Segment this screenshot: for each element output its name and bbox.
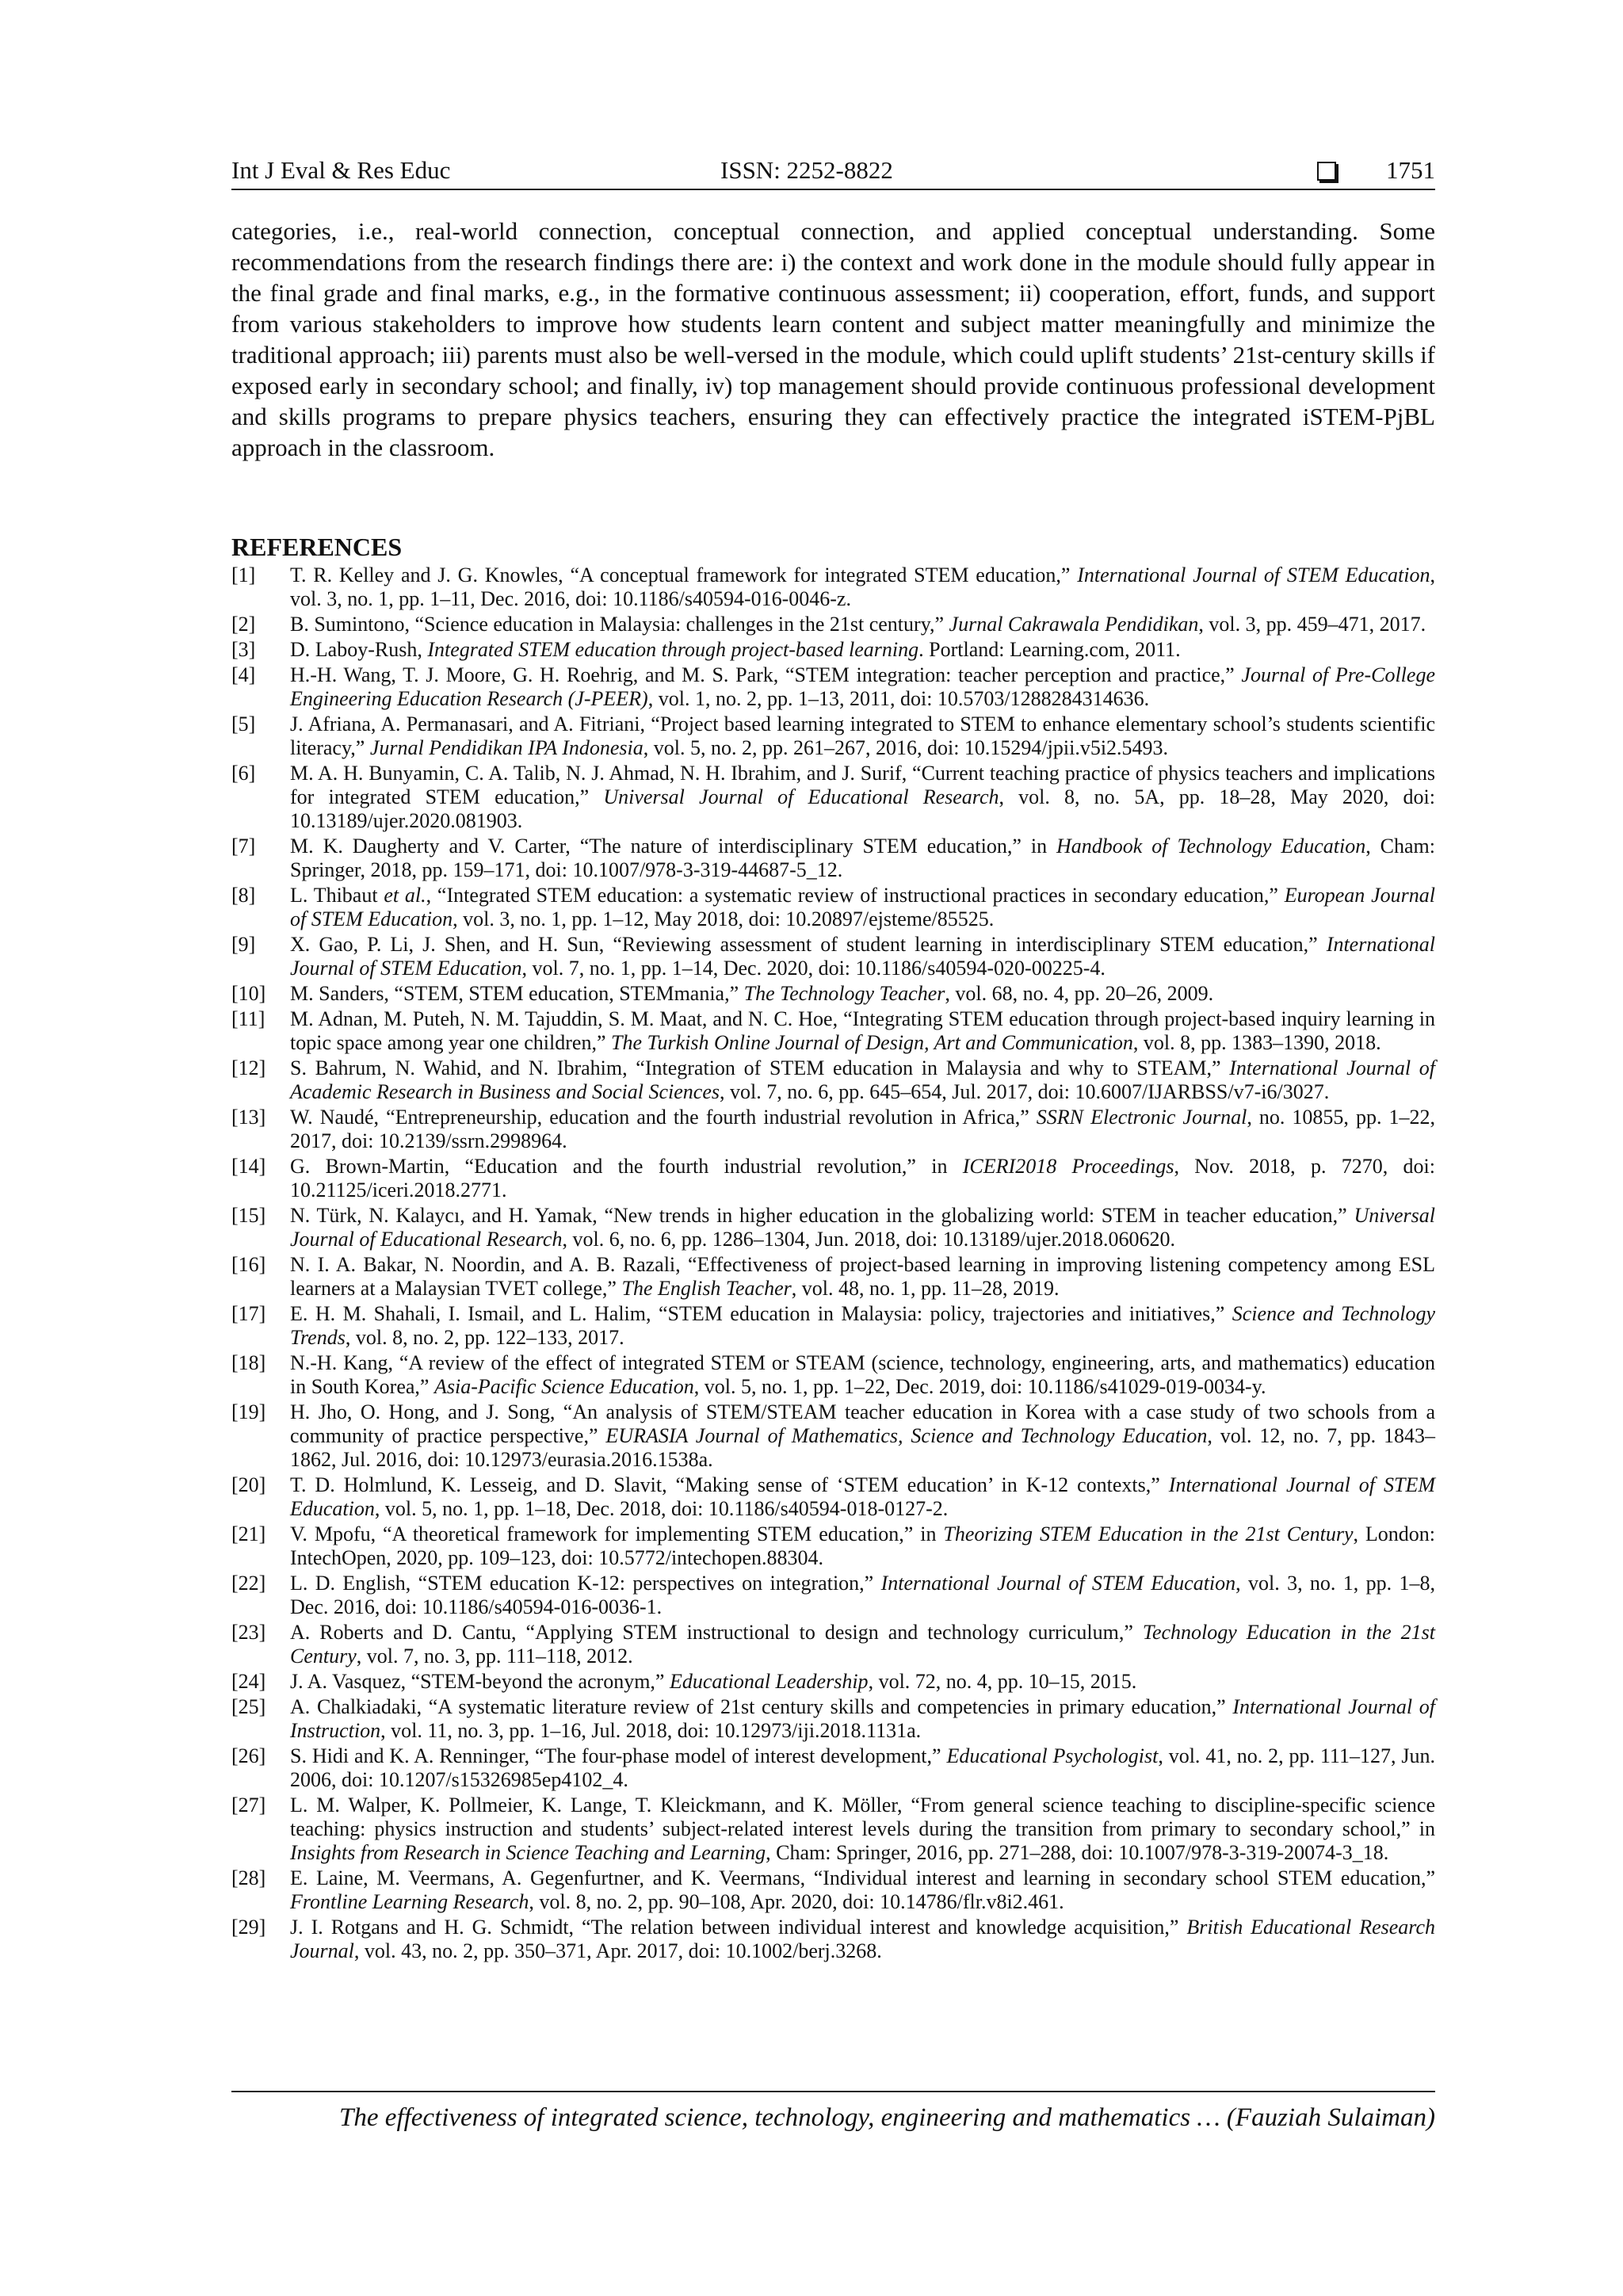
reference-details: , vol. 8, no. 2, pp. 122–133, 2017. <box>345 1326 624 1349</box>
reference-source: The English Teacher <box>621 1277 792 1300</box>
reference-details: , vol. 6, no. 6, pp. 1286–1304, Jun. 2018, doi: 10.13189/ujer.2018.060620. <box>562 1228 1175 1251</box>
reference-text: J. A. Vasquez, “STEM-beyond the acronym,” <box>290 1670 670 1693</box>
reference-text: B. Sumintono, “Science education in Malaysia: challenges in the 21st century,” <box>290 613 949 636</box>
reference-item <box>231 1794 1435 1865</box>
reference-source: Universal Journal of Educational Research <box>603 785 999 808</box>
reference-text: M. A. H. Bunyamin, C. A. Talib, N. J. Ahmad, N. H. Ibrahim, and J. Surif, “Current teaching practice of physics teachers and implications for integrated STEM education,” <box>290 762 1435 808</box>
reference-details: . Portland: Learning.com, 2011. <box>918 638 1181 661</box>
reference-text: N. Türk, N. Kalaycı, and H. Yamak, “New trends in higher education in the globalizing world: STEM in teacher education,” <box>290 1204 1354 1227</box>
reference-text: M. Adnan, M. Puteh, N. M. Tajuddin, S. M. Maat, and N. C. Hoe, “Integrating STEM education through project-based inquiry learning in topic space among year one children,” <box>290 1007 1435 1054</box>
reference-details: , vol. 3, no. 1, pp. 1–11, Dec. 2016, doi: 10.1186/s40594-016-0046-z. <box>290 563 1436 610</box>
reference-details: , vol. 72, no. 4, pp. 10–15, 2015. <box>868 1670 1137 1693</box>
reference-number: [15] <box>231 1204 266 1227</box>
reference-source: International Journal of STEM Education <box>1077 563 1430 586</box>
reference-details: , vol. 7, no. 3, pp. 111–118, 2012. <box>356 1645 633 1668</box>
reference-details: , vol. 41, no. 2, pp. 111–127, Jun. 2006, doi: 10.1207/s15326985ep4102_4. <box>290 1744 1435 1791</box>
reference-number: [11] <box>231 1007 265 1030</box>
reference-source: International Journal of Instruction <box>290 1695 1435 1742</box>
reference-number: [20] <box>231 1473 266 1496</box>
reference-details: , vol. 5, no. 1, pp. 1–18, Dec. 2018, doi: 10.1186/s40594-018-0127-2. <box>374 1497 949 1520</box>
reference-item <box>231 1473 1435 1521</box>
reference-details: , “Integrated STEM education: a systematic review of instructional practices in secondary education,” <box>426 884 1285 907</box>
reference-text: A. Roberts and D. Cantu, “Applying STEM instructional to design and technology curriculum,” <box>290 1621 1143 1644</box>
reference-text: L. D. English, “STEM education K-12: perspectives on integration,” <box>290 1572 881 1595</box>
reference-item <box>231 1695 1435 1743</box>
reference-item <box>231 1204 1435 1251</box>
reference-item <box>231 1106 1435 1153</box>
reference-number: [21] <box>231 1522 266 1545</box>
reference-details: , Cham: Springer, 2018, pp. 159–171, doi: 10.1007/978-3-319-44687-5_12. <box>290 835 1435 881</box>
reference-number: [10] <box>231 982 266 1005</box>
reference-item <box>231 1253 1435 1301</box>
reference-details: , vol. 11, no. 3, pp. 1–16, Jul. 2018, doi: 10.12973/iji.2018.1131a. <box>380 1719 922 1742</box>
reference-text: T. D. Holmlund, K. Lesseig, and D. Slavit, “Making sense of ‘STEM education’ in K-12 contexts,” <box>290 1473 1169 1496</box>
reference-number: [6] <box>231 762 256 785</box>
reference-item <box>231 1670 1435 1694</box>
reference-text: M. Sanders, “STEM, STEM education, STEMmania,” <box>290 982 744 1005</box>
reference-text: H.-H. Wang, T. J. Moore, G. H. Roehrig, and M. S. Park, “STEM integration: teacher perception and practice,” <box>290 663 1242 686</box>
reference-source: European Journal of STEM Education <box>290 884 1435 930</box>
reference-item <box>231 613 1435 636</box>
reference-details: , vol. 5, no. 1, pp. 1–22, Dec. 2019, doi: 10.1186/s41029-019-0034-y. <box>693 1375 1266 1398</box>
reference-number: [29] <box>231 1916 266 1939</box>
reference-item <box>231 1400 1435 1472</box>
reference-number: [28] <box>231 1866 266 1889</box>
body-paragraph: categories, i.e., real-world connection, conceptual connection, and applied conceptual understanding. Some recommendations from the research findings there are: i) the context and work done in the module should fully appear in the final grade and final marks, e.g., in the formative continuous assessment; ii) cooperation, effort, funds, and support from various stakeholders to improve how students learn content and subject matter meaningfully and minimize the traditional approach; iii) parents must also be well-versed in the module, which could uplift students’ 21st-century skills if exposed early in secondary school; and finally, iv) top management should provide continuous professional development and skills programs to prepare physics teachers, ensuring they can effectively practice the integrated iSTEM-PjBL approach in the classroom. <box>231 217 1435 461</box>
reference-item <box>231 1007 1435 1055</box>
reference-details: , vol. 5, no. 2, pp. 261–267, 2016, doi: 10.15294/jpii.v5i2.5493. <box>643 736 1169 759</box>
reference-text: G. Brown-Martin, “Education and the fourth industrial revolution,” in <box>290 1155 963 1178</box>
reference-number: [18] <box>231 1351 266 1374</box>
reference-item <box>231 1621 1435 1668</box>
reference-source: Jurnal Cakrawala Pendidikan <box>949 613 1199 636</box>
reference-number: [19] <box>231 1400 266 1423</box>
journal-name: Int J Eval & Res Educ <box>231 156 451 184</box>
reference-number: [7] <box>231 835 256 858</box>
reference-source: British Educational Research Journal <box>290 1916 1435 1962</box>
reference-number: [4] <box>231 663 256 686</box>
reference-text: H. Jho, O. Hong, and J. Song, “An analysis of STEM/STEAM teacher education in Korea with a case study of two schools from a community of practice perspective,” <box>290 1400 1435 1447</box>
reference-text: L. Thibaut <box>290 884 384 907</box>
reference-text: J. I. Rotgans and H. G. Schmidt, “The relation between individual interest and knowledge acquisition,” <box>290 1916 1187 1939</box>
reference-text: E. Laine, M. Veermans, A. Gegenfurtner, and K. Veermans, “Individual interest and learning in secondary school STEM education,” <box>290 1866 1435 1889</box>
reference-details: , vol. 68, no. 4, pp. 20–26, 2009. <box>945 982 1214 1005</box>
reference-text: N.-H. Kang, “A review of the effect of integrated STEM or STEAM (science, technology, engineering, arts, and mathematics) education in South Korea,” <box>290 1351 1435 1398</box>
reference-source: Universal Journal of Educational Research <box>290 1204 1435 1251</box>
reference-source: Integrated STEM education through project-based learning <box>427 638 919 661</box>
reference-details: , vol. 8, pp. 1383–1390, 2018. <box>1132 1031 1381 1054</box>
reference-number: [1] <box>231 563 256 586</box>
reference-number: [13] <box>231 1106 266 1129</box>
reference-text: V. Mpofu, “A theoretical framework for implementing STEM education,” in <box>290 1522 944 1545</box>
reference-source: International Journal of STEM Education <box>290 1473 1435 1520</box>
running-title: The effectiveness of integrated science, technology, engineering and mathematics … (Fauziah Sulaiman) <box>339 2103 1435 2132</box>
reference-source: Handbook of Technology Education <box>1056 835 1366 858</box>
reference-number: [16] <box>231 1253 266 1276</box>
reference-number: [12] <box>231 1056 266 1079</box>
reference-number: [9] <box>231 933 256 956</box>
reference-number: [3] <box>231 638 256 661</box>
reference-details: , vol. 8, no. 5A, pp. 18–28, May 2020, doi: 10.13189/ujer.2020.081903. <box>290 785 1435 832</box>
reference-item <box>231 1522 1435 1570</box>
reference-source: EURASIA Journal of Mathematics, Science and Technology Education <box>605 1424 1208 1447</box>
reference-item <box>231 1351 1435 1399</box>
reference-details: , vol. 7, no. 6, pp. 645–654, Jul. 2017, doi: 10.6007/IJARBSS/v7-i6/3027. <box>720 1080 1330 1103</box>
reference-number: [26] <box>231 1744 266 1767</box>
reference-details: , vol. 43, no. 2, pp. 350–371, Apr. 2017, doi: 10.1002/berj.3268. <box>353 1939 882 1962</box>
reference-item <box>231 982 1435 1006</box>
reference-number: [23] <box>231 1621 266 1644</box>
reference-details: , vol. 48, no. 1, pp. 11–28, 2019. <box>791 1277 1060 1300</box>
reference-details: , London: IntechOpen, 2020, pp. 109–123, doi: 10.5772/intechopen.88304. <box>290 1522 1435 1569</box>
reference-item <box>231 884 1435 931</box>
reference-source: Educational Leadership <box>669 1670 869 1693</box>
page-footer <box>231 2091 1435 2141</box>
reference-source: Educational Psychologist <box>946 1744 1159 1767</box>
reference-details: , vol. 8, no. 2, pp. 90–108, Apr. 2020, doi: 10.14786/flr.v8i2.461. <box>529 1890 1064 1913</box>
reference-source: SSRN Electronic Journal <box>1036 1106 1247 1129</box>
reference-details: , vol. 3, pp. 459–471, 2017. <box>1198 613 1426 636</box>
references-heading: REFERENCES <box>231 533 403 561</box>
reference-details: , no. 10855, pp. 1–22, 2017, doi: 10.2139/ssrn.2998964. <box>290 1106 1436 1152</box>
page-number: 1751 <box>1386 156 1435 184</box>
issn: ISSN: 2252-8822 <box>720 156 893 184</box>
checkbox-square-icon <box>1317 162 1336 181</box>
reference-number: [14] <box>231 1155 266 1178</box>
reference-item <box>231 1572 1435 1619</box>
page-header <box>231 152 1435 190</box>
reference-source: Jurnal Pendidikan IPA Indonesia <box>369 736 643 759</box>
reference-details: , vol. 1, no. 2, pp. 1–13, 2011, doi: 10.5703/1288284314636. <box>647 687 1150 710</box>
reference-source: ICERI2018 Proceedings <box>962 1155 1174 1178</box>
reference-item <box>231 663 1435 711</box>
reference-item <box>231 1302 1435 1350</box>
reference-text: S. Hidi and K. A. Renninger, “The four-phase model of interest development,” <box>290 1744 947 1767</box>
reference-item <box>231 835 1435 882</box>
reference-item <box>231 638 1435 662</box>
reference-details: , vol. 3, no. 1, pp. 1–8, Dec. 2016, doi: 10.1186/s40594-016-0036-1. <box>290 1572 1435 1618</box>
reference-number: [8] <box>231 884 256 907</box>
reference-item <box>231 1056 1435 1104</box>
reference-number: [25] <box>231 1695 266 1718</box>
reference-text: N. I. A. Bakar, N. Noordin, and A. B. Razali, “Effectiveness of project-based learning in improving listening competency among ESL learners at a Malaysian TVET college,” <box>290 1253 1435 1300</box>
reference-item <box>231 933 1435 980</box>
reference-text: X. Gao, P. Li, J. Shen, and H. Sun, “Reviewing assessment of student learning in interdisciplinary STEM education,” <box>290 933 1327 956</box>
reference-source: The Technology Teacher <box>743 982 945 1005</box>
reference-source: et al. <box>384 884 426 907</box>
reference-text: T. R. Kelley and J. G. Knowles, “A conceptual framework for integrated STEM education,” <box>290 563 1078 586</box>
reference-details: , Nov. 2018, p. 7270, doi: 10.21125/iceri.2018.2771. <box>290 1155 1435 1201</box>
reference-number: [5] <box>231 712 256 735</box>
reference-item <box>231 762 1435 833</box>
reference-item <box>231 1866 1435 1914</box>
reference-item <box>231 712 1435 760</box>
reference-number: [27] <box>231 1794 266 1817</box>
reference-source: Asia-Pacific Science Education <box>433 1375 694 1398</box>
reference-text: J. Afriana, A. Permanasari, and A. Fitriani, “Project based learning integrated to STEM to enhance elementary school’s students scientific literacy,” <box>290 712 1435 759</box>
reference-number: [17] <box>231 1302 266 1325</box>
reference-text: E. H. M. Shahali, I. Ismail, and L. Halim, “STEM education in Malaysia: policy, trajectories and initiatives,” <box>290 1302 1232 1325</box>
reference-source: International Journal of STEM Education <box>880 1572 1236 1595</box>
reference-source: International Journal of Academic Research in Business and Social Sciences <box>290 1056 1435 1103</box>
reference-text: A. Chalkiadaki, “A systematic literature review of 21st century skills and competencies in primary education,” <box>290 1695 1233 1718</box>
reference-details: , vol. 7, no. 1, pp. 1–14, Dec. 2020, doi: 10.1186/s40594-020-00225-4. <box>521 957 1106 980</box>
reference-text: D. Laboy-Rush, <box>290 638 428 661</box>
reference-item <box>231 1744 1435 1792</box>
reference-item <box>231 1916 1435 1963</box>
reference-number: [2] <box>231 613 256 636</box>
reference-details: , vol. 3, no. 1, pp. 1–12, May 2018, doi: 10.20897/ejsteme/85525. <box>453 907 995 930</box>
reference-source: Theorizing STEM Education in the 21st Century <box>943 1522 1354 1545</box>
reference-item <box>231 563 1435 611</box>
reference-text: L. M. Walper, K. Pollmeier, K. Lange, T. Kleickmann, and K. Möller, “From general science teaching to discipline-specific science teaching: physics instruction and students’ subject-related interest levels during the transition from primary to secondary school,” in <box>290 1794 1435 1840</box>
reference-text: S. Bahrum, N. Wahid, and N. Ibrahim, “Integration of STEM education in Malaysia and why to STEAM,” <box>290 1056 1230 1079</box>
reference-text: W. Naudé, “Entrepreneurship, education and the fourth industrial revolution in Africa,” <box>290 1106 1037 1129</box>
reference-source: Frontline Learning Research <box>290 1890 529 1913</box>
reference-source: Science and Technology Trends <box>290 1302 1435 1349</box>
reference-details: , Cham: Springer, 2016, pp. 271–288, doi: 10.1007/978-3-319-20074-3_18. <box>766 1841 1389 1864</box>
reference-source: Insights from Research in Science Teaching and Learning <box>290 1841 766 1864</box>
reference-source: The Turkish Online Journal of Design, Art and Communication <box>611 1031 1133 1054</box>
reference-source: Journal of Pre-College Engineering Education Research (J-PEER) <box>290 663 1435 710</box>
reference-text: M. K. Daugherty and V. Carter, “The nature of interdisciplinary STEM education,” in <box>290 835 1057 858</box>
reference-item <box>231 1155 1435 1202</box>
reference-source: Technology Education in the 21st Century <box>290 1621 1435 1668</box>
reference-number: [22] <box>231 1572 266 1595</box>
reference-number: [24] <box>231 1670 266 1693</box>
reference-source: International Journal of STEM Education <box>290 933 1435 980</box>
references-list <box>231 563 1435 1963</box>
reference-details: , vol. 12, no. 7, pp. 1843–1862, Jul. 2016, doi: 10.12973/eurasia.2016.1538a. <box>290 1424 1435 1471</box>
